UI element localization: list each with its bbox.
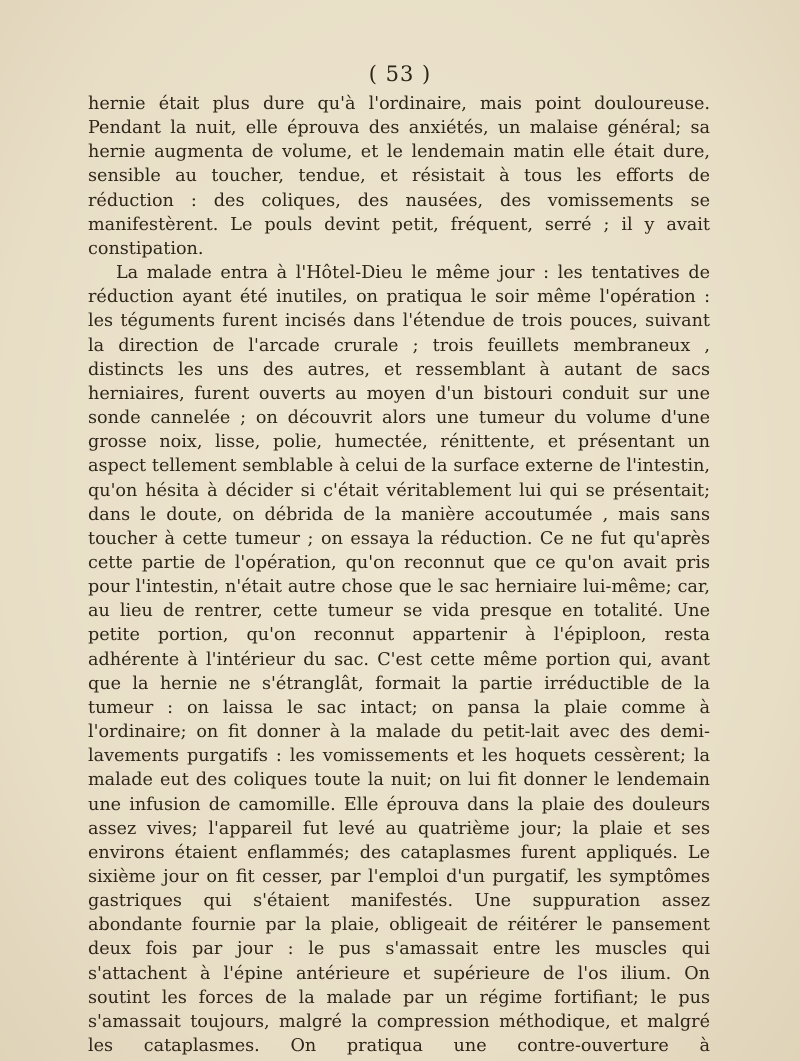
paragraph-operation: La malade entra à l'Hôtel-Dieu le même jour : les tentatives de réduction ayant été inutiles, on pratiqua le soir même l'opération : les téguments furent incisés dans l'étendue de trois pouces, suivant la direction de l'arcade crurale ; trois feuillets membraneux , distincts les uns des autres, et ressemblant à autant de sacs herniaires, furent ouverts au moyen d'un bistouri conduit sur une sonde cannelée ; on découvrit alors une tumeur du volume d'une grosse noix, lisse, polie, humectée, rénittente, et présentant un aspect tellement semblable à celui de la surface externe de l'intestin, qu'on hésita à décider si c'était véritablement lui qui se présentait; dans le doute, on débrida de la manière accoutumée , mais sans toucher à cette tumeur ; on essaya la réduction. Ce ne fut qu'après cette partie de l'opération, qu'on reconnut que ce qu'on avait pris pour l'intestin, n'était autre chose que le sac herniaire lui-même; car, au lieu de rentrer, cette tumeur se vida presque en totalité. Une petite portion, qu'on reconnut appartenir à l'épiploon, resta adhérente à l'intérieur du sac. C'est cette même portion qui, avant que la hernie ne s'étranglât, formait la partie irréductible de la tumeur : on laissa le sac intact; on pansa la plaie comme à l'ordinaire; on fit donner à la malade du petit-lait avec des demi-lavements purgatifs : les vomissements et les hoquets cessèrent; la malade eut des coliques toute la nuit; on lui fit donner le lendemain une infusion de camomille. Elle éprouva dans la plaie des douleurs assez vives; l'appareil fut levé au quatrième jour; la plaie et ses environs étaient enflammés; des cataplasmes furent appliqués. Le sixième jour on fit cesser, par l'emploi d'un purgatif, les symptômes gastriques qui s'étaient manifestés. Une suppuration assez abondante fournie par la plaie, obligeait de réitérer le pansement deux fois par jour : le pus s'amassait entre les muscles qui s'attachent à l'épine antérieure et supérieure de l'os ilium. On soutint les forces de la malade par un régime fortifiant; le pus s'amassait toujours, malgré la compression méthodique, et malgré les cataplasmes. On pratiqua une contre-ouverture à: [88, 263, 710, 1057]
body-text: [88, 92, 710, 1058]
page-number: ( 53 ): [368, 62, 432, 86]
paragraph-continuation: hernie était plus dure qu'à l'ordinaire, mais point douloureuse. Pendant la nuit, elle éprouva des anxiétés, un malaise général; sa hernie augmenta de volume, et le lendemain matin elle était dure, sensible au toucher, tendue, et résistait à tous les efforts de réduction : des coliques, des nausées, des vomissements se manifestèrent. Le pouls devint petit, fréquent, serré ; il y avait constipation.: [88, 94, 710, 259]
